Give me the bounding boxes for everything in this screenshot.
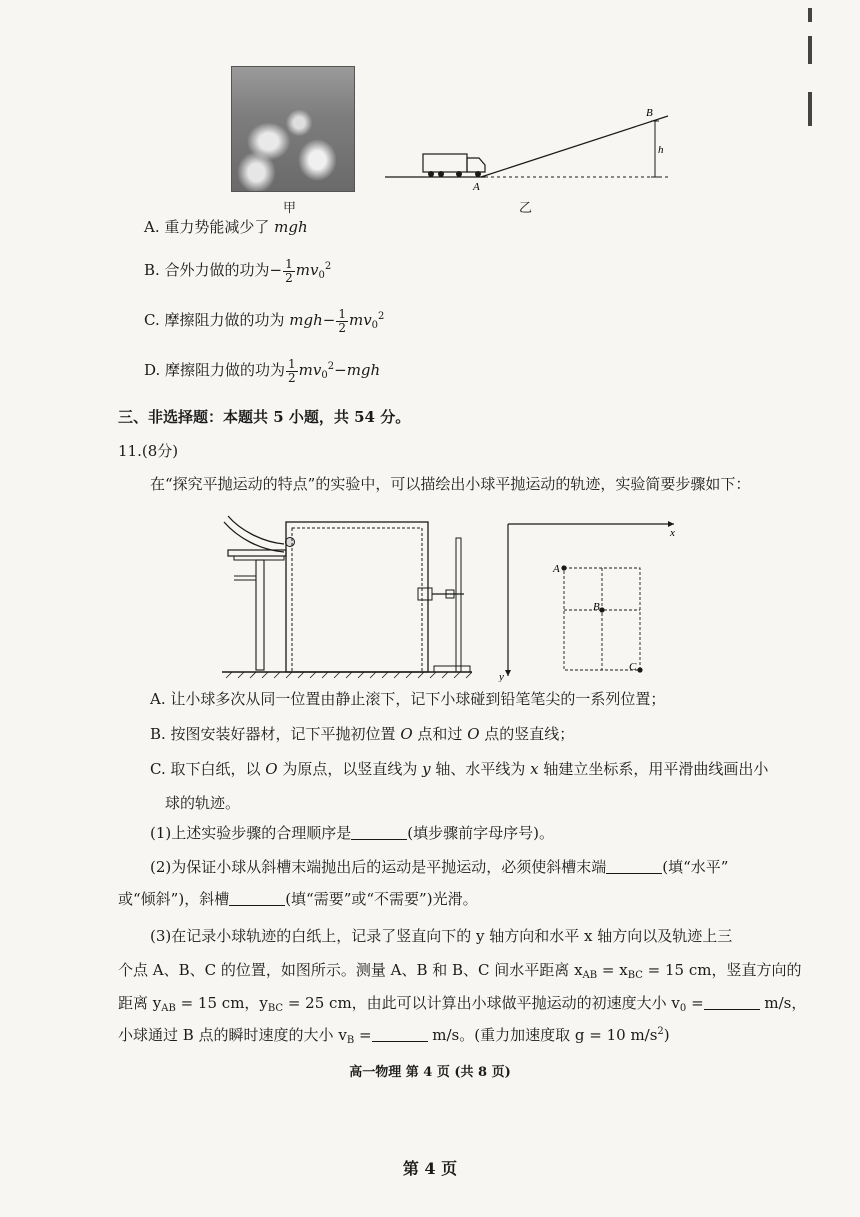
height-h-label: h: [658, 144, 664, 156]
option-d: D. 摩擦阻力做的功为 $\frac{1}{2}$ $mv_0^2-mgh$: [144, 357, 381, 385]
sub-question-3-line3: 距离 $y_{AB} = 15$ cm，$y_{BC} = 25$ cm，由此可以计算出小球做平抛运动的初速度大小 $v_0 = m/s$，: [118, 994, 807, 1014]
sub-question-3-line4: 小球通过 B 点的瞬时速度的大小 $v_B = m/s$。(重力加速度取 g = 10 $m/s^2$): [118, 1026, 670, 1046]
step-c-continuation: 球的轨迹。: [165, 794, 241, 812]
answer-blank[interactable]: [351, 825, 407, 840]
answer-blank[interactable]: [229, 891, 285, 906]
scan-edge-mark: [808, 36, 812, 64]
page-number: 第 4 页: [402, 1159, 458, 1178]
fraction: $\frac{1}{2}$: [288, 357, 296, 385]
x-axis-label: x: [670, 527, 675, 539]
slope-diagram: [385, 102, 675, 196]
answer-blank[interactable]: [606, 859, 662, 874]
truck-photo: [231, 66, 355, 192]
point-b-label: B: [646, 107, 653, 119]
y-axis-label: y: [499, 671, 504, 682]
trajectory-grid: [498, 518, 682, 682]
sub-question-2-line2: 或“倾斜”)，斜槽 (填“需要”或“不需要”)光滑。: [118, 890, 478, 908]
fraction: $\frac{1}{2}$: [338, 307, 346, 335]
step-b: B. 按图安装好器材，记下平抛初位置 O 点和过 O 点的竖直线；: [150, 725, 575, 743]
step-c: C. 取下白纸，以 O 为原点，以竖直线为 y 轴、水平线为 x 轴建立坐标系，用平滑曲线画出小: [150, 760, 769, 778]
grid-point-c: C: [629, 661, 637, 673]
section-heading: 三、非选择题：本题共 5 小题，共 54 分。: [118, 408, 411, 426]
option-b: B. 合外力做的功为− $\frac{1}{2}$ $mv_0^2$: [144, 257, 332, 285]
apparatus-diagram: [222, 508, 472, 680]
fraction: $\frac{1}{2}$: [285, 257, 293, 285]
step-a: A. 让小球多次从同一位置由静止滚下，记下小球碰到铅笔笔尖的一系列位置；: [150, 690, 666, 708]
sub-question-3-line2: 个点 A、B、C 的位置，如图所示。测量 A、B 和 B、C 间水平距离 $x_{AB} = x_{BC} = 15$ cm，竖直方向的: [118, 961, 802, 981]
sub-question-2-line1: (2)为保证小球从斜槽末端抛出后的运动是平抛运动，必须使斜槽末端 (填“水平”: [150, 858, 729, 876]
sub-question-3-line1: (3)在记录小球轨迹的白纸上，记录了竖直向下的 y 轴方向和水平 x 轴方向以及轨迹上三: [150, 927, 733, 945]
figure-label-jia: 甲: [283, 201, 297, 216]
figure-label-yi: 乙: [519, 201, 533, 216]
point-a-label: A: [473, 181, 480, 193]
grid-point-b: B: [593, 601, 600, 613]
option-c: C. 摩擦阻力做的功为 mgh− $\frac{1}{2}$ $mv_0^2$: [144, 307, 385, 335]
question-intro: 在“探究平抛运动的特点”的实验中，可以描绘出小球平抛运动的轨迹，实验简要步骤如下：: [150, 475, 751, 493]
sub-question-1: (1)上述实验步骤的合理顺序是 (填步骤前字母序号)。: [150, 824, 554, 842]
option-a: A. 重力势能减少了 mgh: [144, 218, 308, 236]
page-footer-info: 高一物理 第 4 页 (共 8 页): [349, 1065, 511, 1080]
scan-edge-mark: [808, 8, 812, 22]
question-number: 11.(8分): [118, 442, 179, 460]
answer-blank[interactable]: [704, 995, 760, 1010]
answer-blank[interactable]: [372, 1027, 428, 1042]
scan-edge-mark: [808, 92, 812, 126]
grid-point-a: A: [553, 563, 560, 575]
